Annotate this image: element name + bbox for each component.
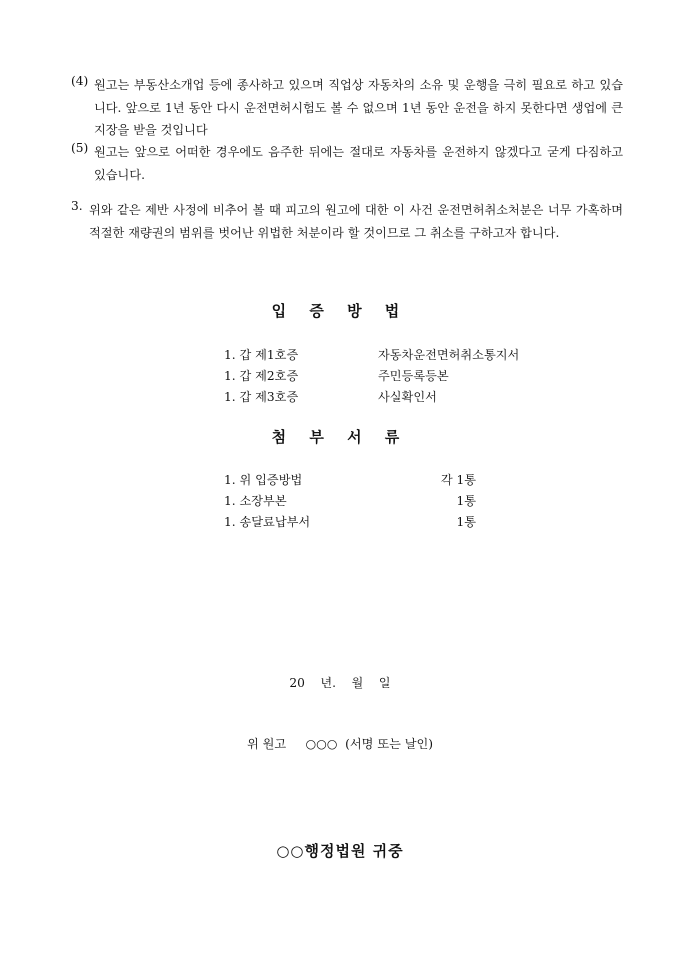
attachment-count: 1통 bbox=[456, 494, 476, 508]
paragraph-item-3 bbox=[71, 199, 623, 244]
attachment-label: 1. 소장부본 bbox=[224, 494, 287, 508]
attachment-count: 각 1통 bbox=[440, 473, 476, 487]
evidence-value: 사실확인서 bbox=[378, 390, 437, 404]
evidence-label: 1. 갑 제3호증 bbox=[224, 390, 299, 404]
evidence-label: 1. 갑 제1호증 bbox=[224, 348, 299, 362]
signer-line: 위 원고 ○○○ (서명 또는 날인) bbox=[246, 737, 434, 751]
paragraph-number: (4) bbox=[71, 74, 89, 88]
paragraph-text: 위와 같은 제반 사정에 비추어 볼 때 피고의 원고에 대한 이 사건 운전면허취소처분은 너무 가혹하며 적절한 재량권의 범위를 벗어난 위법한 처분이라 할 것이므로 그 취소를 구하고자 합니다. bbox=[89, 203, 623, 240]
paragraph-text: 원고는 부동산소개업 등에 종사하고 있으며 직업상 자동차의 소유 및 운행을 극히 필요로 하고 있습니다. 앞으로 1년 동안 다시 운전면허시험도 볼 수 없으며 1년 동안 운전을 하지 못한다면 생업에 큰 지장을 받을 것입니다 bbox=[94, 78, 623, 137]
attachment-label: 1. 송달료납부서 bbox=[224, 515, 311, 529]
date-line: 20 년. 월 일 bbox=[289, 676, 391, 690]
paragraph-number: (5) bbox=[71, 141, 89, 155]
evidence-value: 주민등록등본 bbox=[378, 369, 449, 383]
paragraph-number: 3. bbox=[71, 199, 83, 213]
evidence-value: 자동차운전면허취소통지서 bbox=[378, 348, 520, 362]
paragraph-item-5 bbox=[71, 141, 623, 186]
attachment-count: 1통 bbox=[456, 515, 476, 529]
attachment-label: 1. 위 입증방법 bbox=[224, 473, 303, 487]
evidence-heading: 입 증 방 법 bbox=[271, 302, 409, 320]
attachments-heading: 첨 부 서 류 bbox=[271, 428, 409, 446]
evidence-label: 1. 갑 제2호증 bbox=[224, 369, 299, 383]
paragraph-text: 원고는 앞으로 어떠한 경우에도 음주한 뒤에는 절대로 자동차를 운전하지 않겠다고 굳게 다짐하고 있습니다. bbox=[94, 145, 623, 182]
paragraph-item-4 bbox=[71, 74, 623, 142]
court-addressee: ○○행정법원 귀중 bbox=[276, 842, 404, 860]
